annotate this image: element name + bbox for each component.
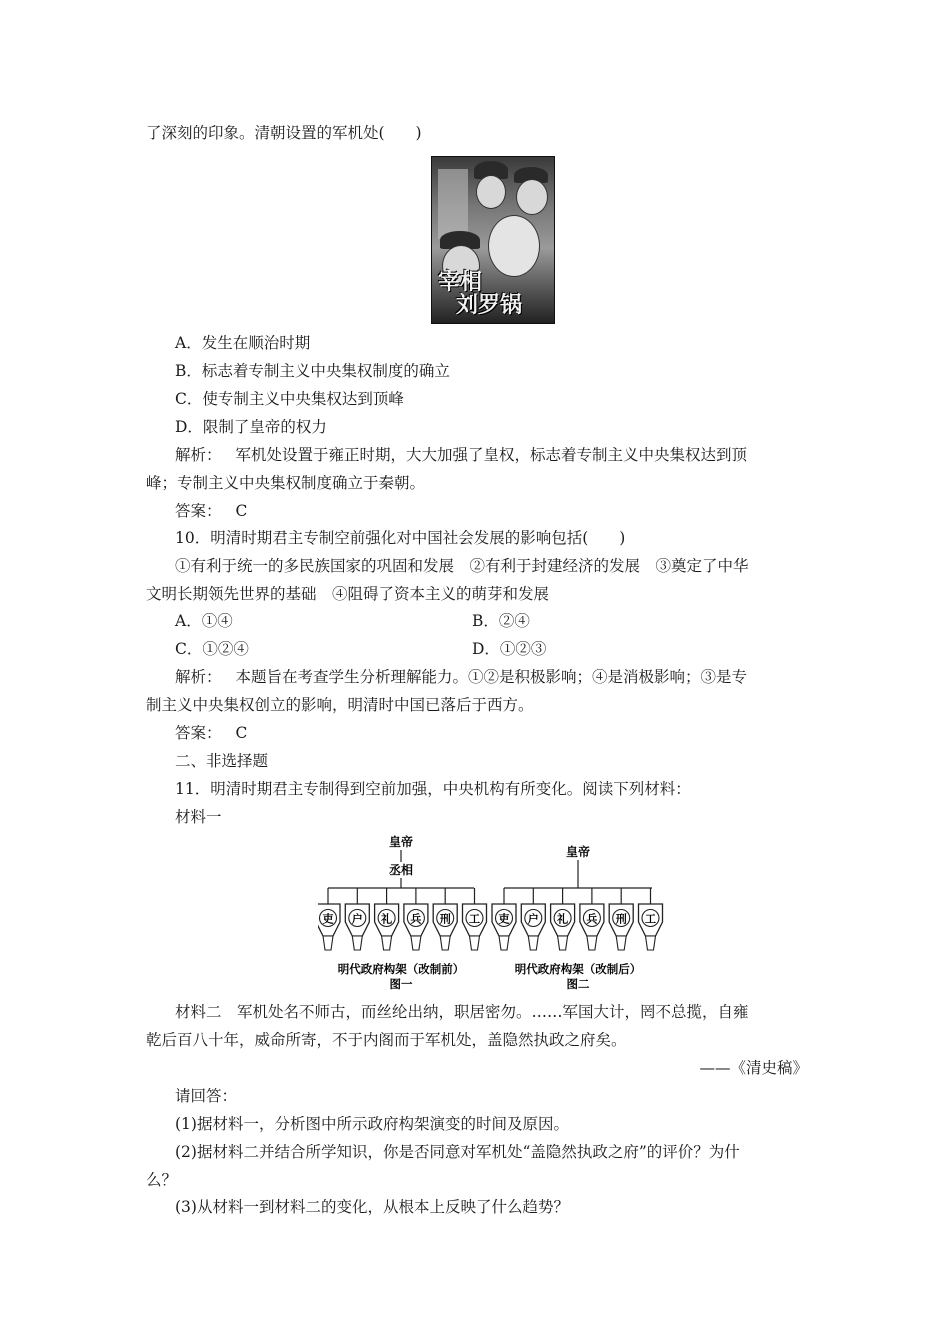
ministry-label: 工 [469, 912, 480, 926]
q10-analysis-cont: 制主义中央集权创立的影响，明清时中国已落后于西方。 [146, 696, 534, 714]
emperor-label-right: 皇帝 [565, 845, 591, 859]
ministry-label: 礼 [381, 912, 393, 926]
q9-answer [175, 500, 247, 522]
q9-option-a: A．发生在顺治时期 [175, 334, 311, 352]
q9-option-c: C．使专制主义中央集权达到顶峰 [175, 390, 404, 408]
q10-option-b: B．②④ [472, 612, 530, 630]
figure-label-2: 图二 [566, 977, 590, 991]
poster-face [476, 175, 506, 209]
ministry-node-right [580, 888, 604, 950]
ministry-label: 户 [527, 912, 539, 926]
ministry-node-left [463, 888, 487, 950]
q9-analysis-cont: 峰；专制主义中央集权制度确立于秦朝。 [146, 474, 426, 492]
ministry-node-right [639, 888, 663, 950]
ministry-node-right [492, 888, 516, 950]
sub-question-1: (1)据材料一，分析图中所示政府构架演变的时间及原因。 [175, 1115, 569, 1133]
ministry-node-left [318, 888, 340, 950]
ministry-peg [440, 936, 450, 950]
ministry-label: 兵 [410, 912, 422, 926]
sub-question-2: (2)据材料二并结合所学知识，你是否同意对军机处“盖隐然执政之府”的评价？为什 [175, 1143, 740, 1161]
poster-title [438, 271, 522, 317]
answer-value: C [235, 724, 248, 742]
material1-label: 材料一 [175, 808, 222, 826]
ministry-node-right [521, 888, 545, 950]
ministry-peg [499, 936, 509, 950]
material2-source: ——《清史稿》 [699, 1059, 808, 1077]
ministry-node-left [404, 888, 428, 950]
ministry-label: 兵 [586, 912, 598, 926]
ministry-peg [528, 936, 538, 950]
poster-title-line2: 刘罗锅 [456, 293, 523, 318]
ministry-peg [352, 936, 362, 950]
section-title: 二、非选择题 [175, 752, 269, 770]
q10-items-cont: 文明长期领先世界的基础 ④阻碍了资本主义的萌芽和发展 [146, 585, 550, 603]
ministry-peg [411, 936, 421, 950]
q9-analysis [175, 444, 747, 466]
material2-text-cont: 乾后百八十年，威命所寄，不于内阁而于军机处，盖隐然执政之府矣。 [146, 1031, 627, 1049]
q10-answer [175, 722, 247, 744]
caption-before-reform: 明代政府构架（改制前） [337, 962, 465, 976]
tv-drama-poster-image [431, 156, 555, 324]
diagram-before-reform [328, 834, 474, 888]
q10-option-c: C．①②④ [175, 640, 249, 658]
chancellor-label: 丞相 [388, 863, 414, 877]
caption-after-reform: 明代政府构架（改制后） [514, 962, 642, 976]
analysis-label: 解析： [175, 668, 222, 686]
ministry-label: 吏 [498, 912, 510, 926]
government-structure-diagram [318, 832, 692, 992]
diagram-after-reform [504, 844, 652, 888]
ministry-peg [646, 936, 656, 950]
ministry-peg [558, 936, 568, 950]
ministry-peg [470, 936, 480, 950]
analysis-label: 解析： [175, 446, 222, 464]
ministry-label: 礼 [557, 912, 569, 926]
ministry-label: 吏 [322, 912, 334, 926]
q10-stem: 10．明清时期君主专制空前强化对中国社会发展的影响包括( ) [175, 529, 626, 547]
ministry-label: 刑 [615, 912, 627, 926]
material2-text: 材料二 军机处名不师古，而丝纶出纳，职居密勿。……军国大计，罔不总揽，自雍 [175, 1003, 749, 1021]
poster-face [516, 179, 548, 215]
ministry-peg [323, 936, 333, 950]
ministry-peg [587, 936, 597, 950]
ministry-peg [616, 936, 626, 950]
q10-option-a: A．①④ [175, 612, 233, 630]
q11-stem: 11．明清时期君主专制得到空前加强，中央机构有所变化。阅读下列材料： [175, 780, 691, 798]
poster-face [488, 215, 540, 277]
ministry-node-left [375, 888, 399, 950]
q9-stem-tail: 了深刻的印象。清朝设置的军机处( ) [146, 124, 422, 142]
emperor-label-left: 皇帝 [388, 835, 414, 849]
ministry-label: 刑 [439, 912, 451, 926]
sub-question-2-cont: 么？ [146, 1171, 178, 1189]
ministry-label: 户 [351, 912, 363, 926]
ministry-label: 工 [645, 912, 656, 926]
q9-option-d: D．限制了皇帝的权力 [175, 418, 327, 436]
q10-option-d: D．①②③ [472, 640, 547, 658]
sub-question-3: (3)从材料一到材料二的变化，从根本上反映了什么趋势？ [175, 1198, 569, 1216]
ministry-node-left [345, 888, 369, 950]
q9-option-b: B．标志着专制主义中央集权制度的确立 [175, 362, 450, 380]
answer-label: 答案： [175, 502, 222, 520]
analysis-text: 军机处设置于雍正时期，大大加强了皇权，标志着专制主义中央集权达到顶 [235, 446, 748, 464]
figure-label-1: 图一 [389, 977, 413, 991]
q10-analysis [175, 666, 747, 688]
ministry-node-right [551, 888, 575, 950]
answer-value: C [235, 502, 248, 520]
ministry-node-left [433, 888, 457, 950]
poster-text-strip [438, 169, 468, 239]
q10-items: ①有利于统一的多民族国家的巩固和发展 ②有利于封建经济的发展 ③奠定了中华 [175, 557, 749, 575]
ministry-peg [382, 936, 392, 950]
answer-label: 答案： [175, 724, 222, 742]
poster-title-line1: 宰相 [438, 270, 483, 295]
ministry-node-right [609, 888, 633, 950]
answer-prompt: 请回答： [175, 1087, 238, 1105]
analysis-text: 本题旨在考查学生分析理解能力。①②是积极影响；④是消极影响；③是专 [235, 668, 748, 686]
